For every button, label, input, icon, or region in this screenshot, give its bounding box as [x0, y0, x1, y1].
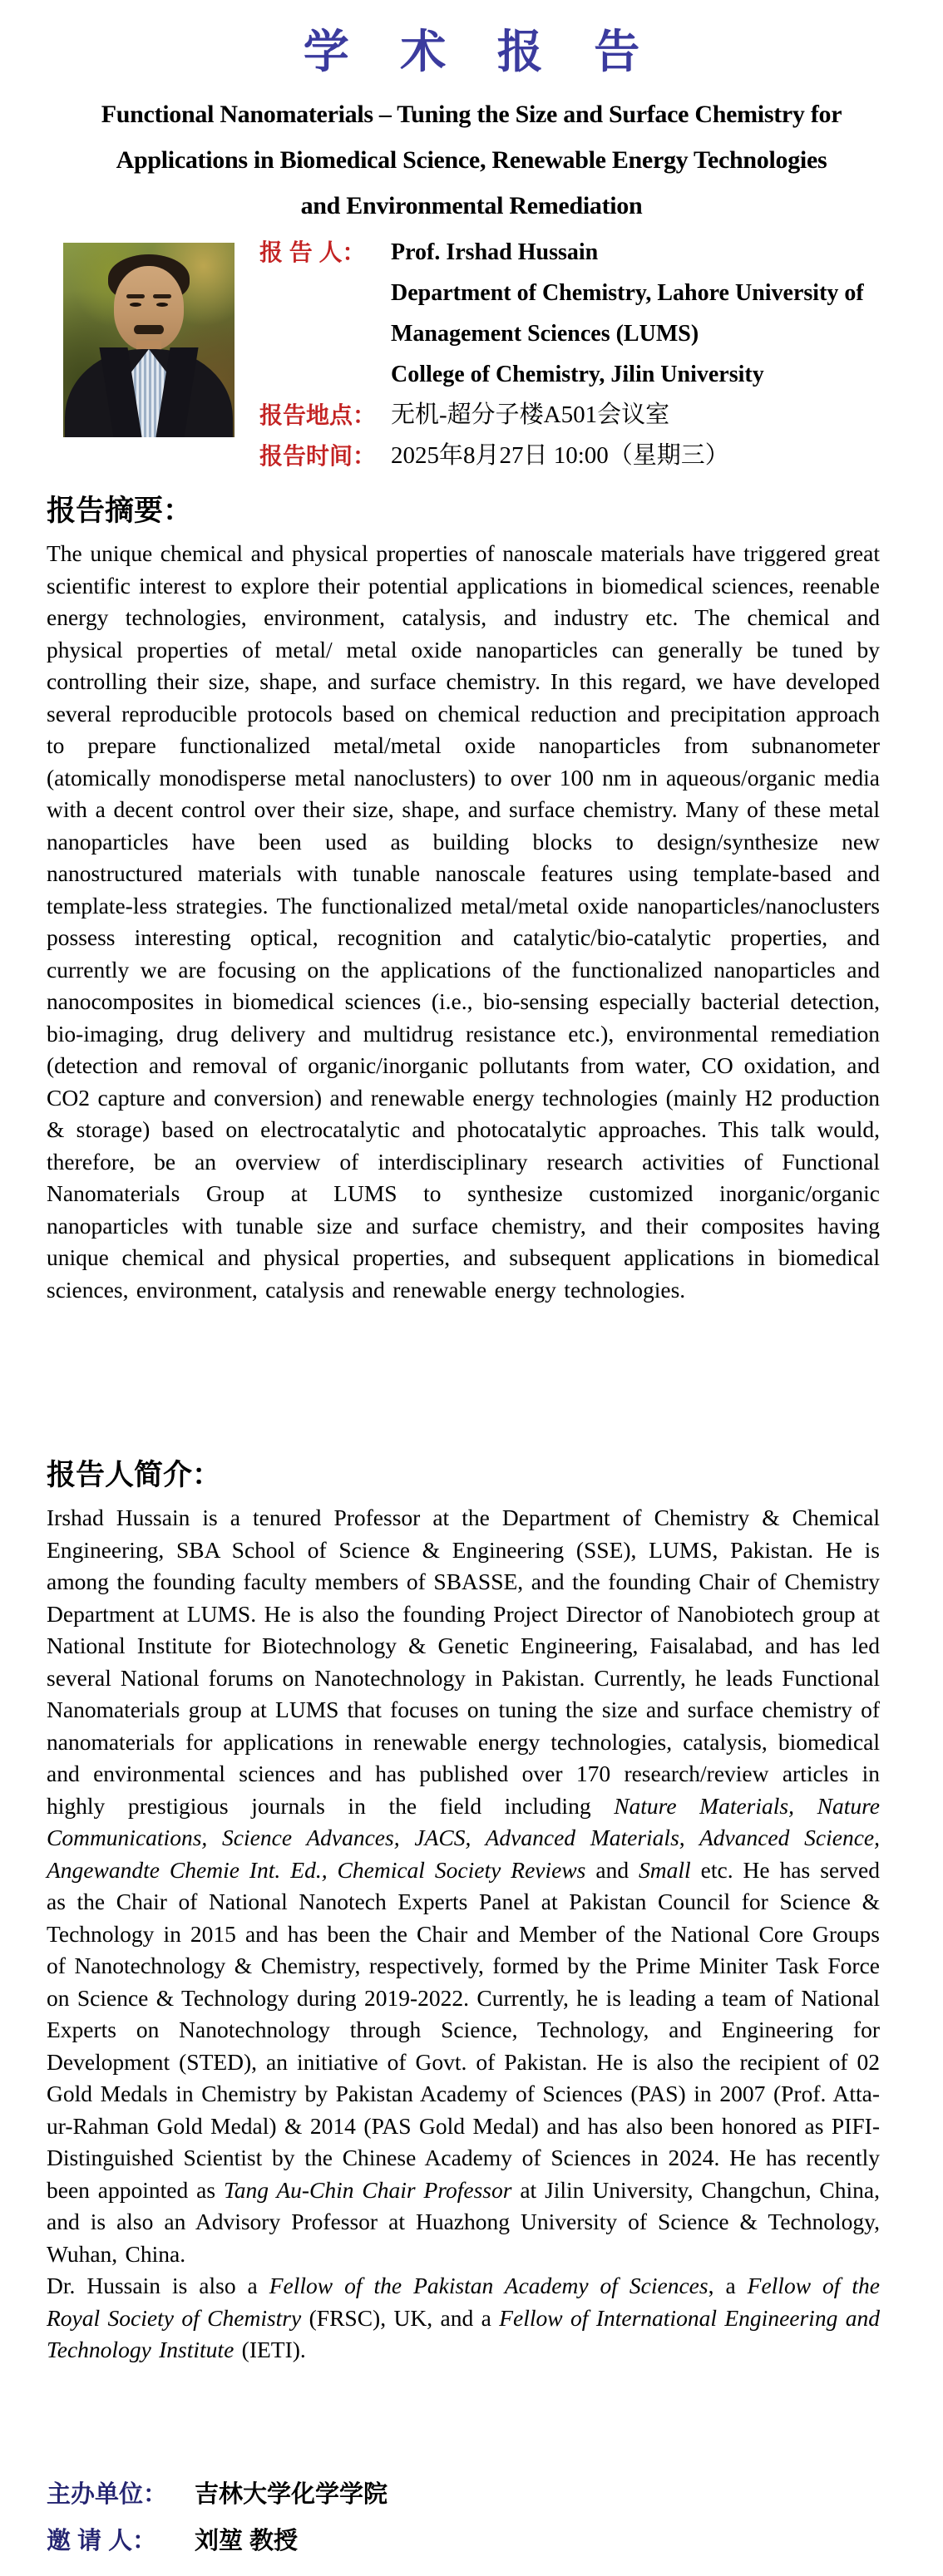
abstract-heading: 报告摘要：	[47, 495, 193, 527]
bio-text	[47, 1502, 880, 2450]
speaker-row	[259, 232, 925, 273]
inviter-label: 邀 请 人：	[47, 2528, 157, 2554]
speaker-label: 报 告 人：	[259, 239, 366, 265]
time-value: 2025年8月27日 10:00（星期三）	[391, 442, 729, 469]
speaker-affiliation-line-2: Management Sciences (LUMS)	[391, 321, 699, 347]
affiliation-row-2	[259, 313, 925, 354]
speaker-details	[259, 232, 925, 476]
talk-title-line-3: and Environmental Remediation	[300, 192, 643, 219]
speaker-photo	[63, 243, 235, 437]
abstract-text: The unique chemical and physical properties of nanoscale materials have triggered great scientific interest to explore their potential applications in biomedical sciences, reenable energy technologies, environment, catalysis, and industry etc. The chemical and physical properties of metal/ metal oxide nanoparticles can generally be tuned by controlling their size, shape, and surface chemistry. In this regard, we have developed several reproducible protocols based on chemical reduction and precipitation approach to prepare functionalized metal/metal oxide nanoparticles from subnanometer (atomically monodisperse metal nanoclusters) to over 100 nm in aqueous/organic media with a decent control over their size, shape, and surface chemistry. Many of these metal nanoparticles have been used as building blocks to design/synthesize new nanostructured materials with tunable nanoscale features using template-based and template-less strategies. The functionalized metal/metal oxide nanoparticles/nanoclusters possess interesting optical, recognition and catalytic/bio-catalytic properties, and currently we are focusing on the applications of the functionalized nanoparticles and nanocomposites in biomedical sciences (i.e., bio-sensing especially bacterial detection, bio-imaging, drug delivery and multidrug resistance etc.), environmental remediation (detection and removal of organic/inorganic pollutants from water, CO oxidation, and CO2 capture and conversion) and renewable energy technologies (mainly H2 production & storage) based on electrocatalytic and photocatalytic approaches. This talk would, therefore, be an overview of interdisciplinary research activities of Functional Nanomaterials Group at LUMS to synthesize customized inorganic/organic nanoparticles with tunable size and surface chemistry, and their composites having unique chemical and physical properties, and subsequent applications in biomedical sciences, environment, catalysis and renewable energy technologies.	[47, 540, 880, 1303]
banner-title: 学 术 报 告	[303, 26, 659, 77]
organizer-value: 吉林大学化学学院	[195, 2481, 388, 2508]
location-value: 无机-超分子楼A501会议室	[391, 401, 670, 428]
location-label: 报告地点：	[259, 402, 377, 428]
affiliation-row-1	[259, 273, 925, 313]
speaker-name: Prof. Irshad Hussain	[391, 239, 599, 265]
footer-section	[47, 2471, 943, 2564]
photo-mustache	[134, 325, 164, 334]
bio-paragraph-2: Dr. Hussain is also a Fellow of the Pakistan Academy of Sciences, a Fellow of the Royal Society of Chemistry (FRSC), UK, and a Fellow of International Engineering and Technology Institute (IETI).	[47, 2273, 880, 2362]
affiliation-row-3	[259, 354, 925, 395]
photo-eye-right	[156, 303, 168, 307]
location-row	[259, 395, 925, 436]
photo-face	[114, 266, 184, 351]
time-label: 报告时间：	[259, 443, 377, 469]
speaker-affiliation-line-1: Department of Chemistry, Lahore University of	[391, 280, 864, 306]
time-row	[259, 436, 925, 476]
photo-eye-left	[130, 303, 141, 307]
photo-eyebrow-right	[153, 294, 171, 298]
organizer-row	[47, 2471, 943, 2518]
organizer-label: 主办单位：	[47, 2481, 168, 2508]
inviter-value: 刘堃 教授	[195, 2528, 299, 2554]
talk-title-line-2: Applications in Biomedical Science, Renewable Energy Technologies	[116, 146, 827, 174]
bio-heading: 报告人简介：	[47, 1459, 222, 1491]
speaker-affiliation-line-3: College of Chemistry, Jilin University	[391, 362, 764, 387]
photo-eyebrow-left	[126, 294, 145, 298]
speaker-info-section	[0, 230, 943, 481]
bio-paragraph-1: Irshad Hussain is a tenured Professor at the Department of Chemistry & Chemical Engineering, SBA School of Science & Engineering (SSE), LUMS, Pakistan. He is among the founding faculty members of SBASSE, and the founding Chair of Chemistry Department at LUMS. He is also the founding Project Director of Nanobiotech group at National Institute for Biotechnology & Genetic Engineering, Faisalabad, and has led several National forums on Nanotechnology in Pakistan. Currently, he leads Functional Nanomaterials group at LUMS that focuses on tuning the size and surface chemistry of nanomaterials for applications in renewable energy technologies, catalysis, biomedical and environmental sciences and has published over 170 research/review articles in highly prestigious journals in the field including Nature Materials, Nature Communications, Science Advances, JACS, Advanced Materials, Advanced Science, Angewandte Chemie Int. Ed., Chemical Society Reviews and Small etc. He has served as the Chair of National Nanotech Experts Panel at Pakistan Council for Science & Technology in 2015 and has been the Chair and Member of the National Core Groups of Nanotechnology & Chemistry, respectively, formed by the Prime Miniter Task Force on Science & Technology during 2019-2022. Currently, he is leading a team of National Experts on Nanotechnology through Science, Technology, and Engineering for Development (STED), an initiative of Govt. of Pakistan. He is also the recipient of 02 Gold Medals in Chemistry by Pakistan Academy of Sciences (PAS) in 2007 (Prof. Atta-ur-Rahman Gold Medal) & 2014 (PAS Gold Medal) and has also been honored as PIFI-Distinguished Scientist by the Chinese Academy of Sciences in 2024. He has recently been appointed as Tang Au-Chin Chair Professor at Jilin University, Changchun, China, and is also an Advisory Professor at Huazhong University of Science & Technology, Wuhan, China.	[47, 1505, 881, 2267]
inviter-row	[47, 2518, 943, 2564]
talk-title	[0, 91, 943, 229]
talk-title-line-1: Functional Nanomaterials – Tuning the Size and Surface Chemistry for	[101, 101, 842, 128]
